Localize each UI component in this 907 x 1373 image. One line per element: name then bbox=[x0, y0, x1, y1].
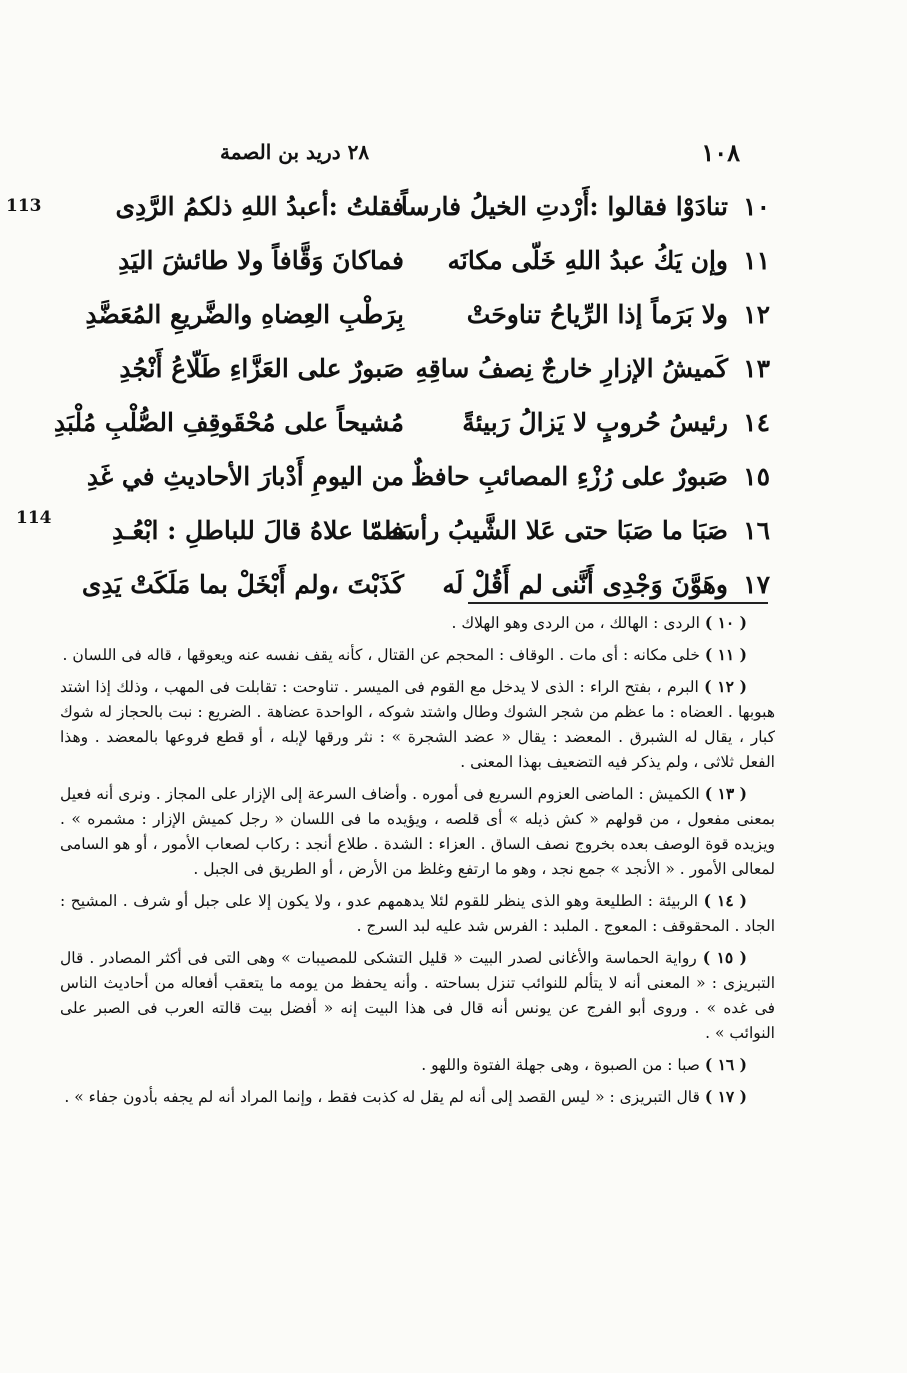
footnote-text: رواية الحماسة والأغانى لصدر البيت « قليل التشكى للمصيبات » وهى التى فى أكثر المصادر . قال التبريزى : « المعنى أنه لا يتألم للنوائب تنزل بساحته . وأنه يحفظ من يومه ما يتعقب أفعاله من أحاديث الناس فى غده » . وروى أبو الفرج عن يونس أنه قال فى هذا البيت إنه « أفضل بيت قالته العرب فى الصبر على النوائب » . bbox=[60, 949, 775, 1042]
poem-verses bbox=[53, 180, 770, 612]
footnote-text: البرم ، بفتح الراء : الذى لا يدخل مع القوم فى الميسر . تناوحت : تقابلت فى المهب ، وذلك إذا اشتد هبوبها . العضاه : ما عظم من شجر الشوك وطال واشتد شوكه ، الواحدة عضاهة . الضريع : نبت بالحجاز له شوك كبار ، يقال له الشبرق . المعضد : يقال « عضد الشجرة » : نثر ورقها لإبله ، أو قطع فروعها بالمعضد . وهذا الفعل ثلاثى ، ولم يذكر فيه التضعيف بهذا المعنى . bbox=[60, 678, 775, 771]
verse-line bbox=[90, 234, 770, 288]
running-title: ٢٨ دريد بن الصمة bbox=[220, 140, 370, 164]
footnote-text: قال التبريزى : « ليس القصد إلى أنه لم يقل له كذبت فقط ، وإنما المراد أنه لم يجفه بأدون جفاء » . bbox=[64, 1088, 700, 1106]
verse-first-hemistich: وإن يَكُ عبدُ اللهِ خَلّى مكانَه bbox=[447, 246, 728, 275]
verse-first-hemistich: صَبورٌ على رُزْءِ المصائبِ حافظٌ bbox=[410, 462, 728, 491]
verse-first-hemistich: كَميشُ الإزارِ خارجٌ نِصفُ ساقِهِ bbox=[415, 354, 728, 383]
margin-number: 113 bbox=[6, 196, 42, 216]
verse-first-hemistich: رئيسُ حُروبٍ لا يَزالُ رَبيئةً bbox=[462, 408, 728, 437]
footnote-text: الردى : الهالك ، من الردى وهو الهلاك . bbox=[451, 614, 700, 632]
margin-number: 114 bbox=[16, 508, 52, 528]
footnote bbox=[60, 781, 775, 882]
verse-number: ١٣ bbox=[743, 354, 770, 383]
footnote bbox=[60, 888, 775, 939]
verse-line bbox=[90, 504, 770, 558]
verse-number: ١٠ bbox=[743, 192, 770, 221]
verse-line bbox=[90, 342, 770, 396]
verse-line bbox=[85, 288, 770, 342]
verse-second-hemistich: صَبورٌ على العَزَّاءِ طَلّاعُ أَنْجُدِ bbox=[119, 354, 404, 383]
footnote-text: صبا : من الصبوة ، وهى جهلة الفتوة واللهو . bbox=[421, 1056, 700, 1074]
verse-first-hemistich: ولا بَرَماً إذا الرِّياحُ تناوحَتْ bbox=[466, 300, 728, 329]
footnote bbox=[60, 674, 775, 775]
verse-number: ١٦ bbox=[743, 516, 770, 545]
verse-number: ١٥ bbox=[743, 462, 770, 491]
verse-number: ١٧ bbox=[743, 570, 770, 599]
verse-second-hemistich: فلمّا علاهُ قالَ للباطلِ : ابْعُـدِ bbox=[111, 516, 404, 545]
footnote-text: خلى مكانه : أى مات . الوقاف : المحجم عن القتال ، كأنه يقف نفسه عنه ويعوقها ، قاله فى اللسان . bbox=[62, 646, 700, 664]
footnote-number: ( ١٠ ) bbox=[704, 613, 747, 632]
verse-first-hemistich: وهَوَّنَ وَجْدِى أَنَّنى لم أَقُلْ لَه bbox=[442, 570, 728, 599]
footnote-number: ( ١٦ ) bbox=[704, 1055, 747, 1074]
footnote bbox=[60, 610, 775, 636]
verse-number: ١٤ bbox=[743, 408, 770, 437]
verse-second-hemistich: فماكانَ وَقَّافاً ولا طائشَ اليَدِ bbox=[118, 246, 404, 275]
footnote-number: ( ١٧ ) bbox=[704, 1087, 747, 1106]
verse-line bbox=[53, 396, 770, 450]
verse-line bbox=[86, 450, 770, 504]
footnote-number: ( ١٣ ) bbox=[704, 784, 748, 803]
verse-line bbox=[90, 180, 770, 234]
verse-number: ١٢ bbox=[743, 300, 770, 329]
verse-second-hemistich: كَذَبْتَ ،ولم أَبْخَلْ بما مَلَكَتْ يَدِى bbox=[81, 570, 404, 599]
page-number: ١٠٨ bbox=[701, 137, 740, 167]
verse-first-hemistich: تنادَوْا فقالوا :أَرْدتِ الخيلُ فارساً bbox=[400, 192, 728, 221]
verse-number: ١١ bbox=[743, 246, 770, 275]
footnote-number: ( ١٢ ) bbox=[704, 677, 748, 696]
footnote-number: ( ١١ ) bbox=[704, 645, 747, 664]
footnote-number: ( ١٥ ) bbox=[702, 948, 747, 967]
footnote-text: الكميش : الماضى العزوم السريع فى أموره . وأضاف السرعة إلى الإزار على المجاز . ونرى أنه فعيل بمعنى مفعول ، من قولهم « كش ذيله » أى قلصه ، ويؤيده ما فى اللسان « رجل كميش الإزار : مشمره » . ويزيده قوة الوصف بعده بخروج نصف الساق . العزاء : الشدة . طلاع أنجد : ركاب لصعاب الأمور ، أو هو السامى لمعالى الأمور . « الأنجد » جمع نجد ، وهو ما ارتفع وغلظ من الأرض ، أو الطريق فى الجبل . bbox=[60, 785, 775, 878]
footnote bbox=[60, 1052, 775, 1078]
verse-second-hemistich: من اليومِ أَدْبارَ الأحاديثِ في غَدِ bbox=[86, 462, 404, 491]
footnote-separator bbox=[468, 602, 768, 604]
footnotes bbox=[60, 610, 775, 1116]
verse-first-hemistich: صَبَا ما صَبَا حتى عَلا الشَّيبُ رأسَه bbox=[385, 516, 728, 545]
verse-second-hemistich: بِرَطْبِ العِضاهِ والضَّريعِ المُعَضَّدِ bbox=[85, 300, 404, 329]
footnote-text: الربيئة : الطليعة وهو الذى ينظر للقوم لئلا يدهمهم عدو ، ولا يكون إلا على جبل أو شرف . المشيح : الجاد . المحقوقف : المعوج . الملبد : الفرس شد عليه لبد السرج . bbox=[60, 892, 775, 935]
verse-second-hemistich: فقلتُ :أعبدُ اللهِ ذلكمُ الرَّدِى bbox=[115, 192, 404, 221]
page-header bbox=[220, 134, 740, 170]
footnote bbox=[60, 1084, 775, 1110]
verse-second-hemistich: مُشيحاً على مُحْقَوقِفِ الصُّلْبِ مُلْبَدِ bbox=[53, 408, 404, 437]
footnote bbox=[60, 945, 775, 1046]
footnote-number: ( ١٤ ) bbox=[703, 891, 747, 910]
footnote bbox=[60, 642, 775, 668]
